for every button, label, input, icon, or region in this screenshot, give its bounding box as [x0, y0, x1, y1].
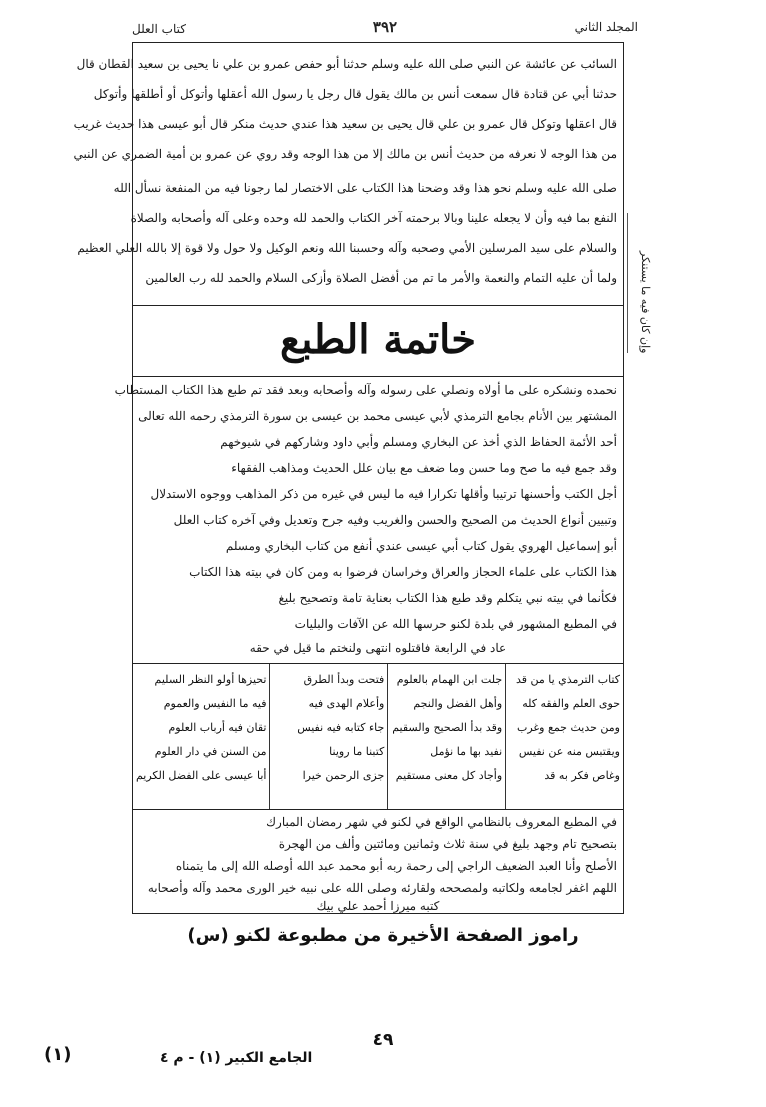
upper-line: قال اعقلها وتوكل قال عمرو بن علي قال يحيى بن سعيد هذا عندي حديث منكر قال أبو عيسى هذا حديث غريب — [73, 117, 617, 131]
poem-line: وغاص فكر به قد — [544, 769, 620, 782]
lower-line: الأصلح وأنا العبد الضعيف الراجي إلى رحمة ربه أبو محمد عبد الله أوصله الله إلى ما يتمناه — [175, 859, 617, 873]
book-label: كتاب العلل — [132, 22, 186, 36]
middle-line: أحد الأئمة الحفاظ الذي أخذ عن البخاري ومسلم وأبي داود وشاركهم في شيوخهم — [220, 435, 617, 449]
poem-line: فيه ما النفيس والعموم — [163, 697, 267, 710]
scan-header — [132, 18, 638, 40]
upper-line: والسلام على سيد المرسلين الأمي وصحبه وآله وحسبنا الله ونعم الوكيل ولا حول ولا قوة إلا بالله العلي العظيم — [77, 241, 617, 255]
text-frame — [73, 42, 652, 914]
poem-line: ومن حديث جمع وغرب — [516, 721, 620, 734]
poem-line: جلت ابن الهمام بالعلوم — [396, 673, 503, 686]
upper-line: ولما أن عليه التمام والنعمة والأمر ما تم من أفضل الصلاة وأزكى السلام والحمد لله رب العالمين — [145, 271, 617, 285]
middle-line: هذا الكتاب على علماء الحجاز والعراق وخراسان فرضوا به ومن كان في بيته هذا الكتاب — [189, 565, 617, 579]
poem-column — [133, 664, 269, 809]
middle-line: نحمده ونشكره على ما أولاه ونصلي على رسوله وآله وأصحابه وبعد فقد تم طبع هذا الكتاب المستطاب — [114, 383, 617, 397]
poem-line: وأعلام الهدى فيه — [308, 697, 385, 710]
footer-number: (١) — [44, 1044, 72, 1065]
middle-line: أبو إسماعيل الهروي يقول كتاب أبي عيسى عندي أنفع من كتاب البخاري ومسلم — [225, 539, 617, 553]
poem-column — [505, 664, 623, 809]
poem-line: أبا عيسى على الفضل الكريم — [135, 769, 267, 782]
middle-line: وتبيين أنواع الحديث من الصحيح والحسن والغريب وفيه جرح وتعديل وفي آخره كتاب العلل — [173, 513, 617, 527]
footer-signature: الجامع الكبير (١) - م ٤ — [160, 1050, 313, 1066]
poem-line: وقد بدأ الصحيح والسقيم — [392, 721, 503, 734]
poem-line: جزى الرحمن خيرا — [302, 769, 385, 782]
upper-line: السائب عن عائشة عن النبي صلى الله عليه وسلم حدثنا أبو حفص عمرو بن علي نا يحيى بن سعيد القطان قال — [76, 57, 617, 71]
lower-line: بتصحيح تام وجهد بليغ في سنة ثلاث وثمانين ومائتين وألف من الهجرة — [278, 837, 617, 851]
khatima-title: خاتمة الطبع — [279, 316, 476, 363]
poem-line: وأجاد كل معنى مستقيم — [395, 769, 503, 782]
middle-line: عاد في الرابعة فاقتلوه انتهى ولنختم ما قيل في حقه — [249, 641, 507, 655]
middle-text-block — [114, 377, 623, 662]
figure-caption: راموز الصفحة الأخيرة من مطبوعة لكنو (س) — [187, 925, 579, 946]
poem-line: ويقتبس منه عن نفيس — [518, 745, 620, 758]
upper-line: صلى الله عليه وسلم نحو هذا وقد وضحنا هذا الكتاب على الاختصار لما رجونا فيه من المنفعة نسأل الله — [113, 181, 617, 195]
middle-line: المشتهر بين الأنام بجامع الترمذي لأبي عيسى محمد بن عيسى بن سورة الترمذي رحمه الله تعالى — [138, 409, 617, 423]
margin-note: وإن كان فيه ما يستنكر — [627, 213, 652, 353]
middle-line: أجل الكتب وأحسنها ترتيبا وأقلها تكرارا فيه ما ليس في غيره من ذكر المذاهب ووجوه الاستدلال — [150, 487, 617, 501]
poem-column — [387, 664, 505, 809]
poem-line: تقان فيه أرباب العلوم — [168, 721, 267, 734]
volume-label: المجلد الثاني — [574, 20, 638, 34]
poem-line: فتحت وبدأ الطرق — [303, 673, 385, 686]
poem-line: من السنن في دار العلوم — [154, 745, 267, 758]
poem-line: نفيد بها ما نؤمل — [430, 745, 503, 758]
upper-line: من هذا الوجه لا نعرفه من حديث أنس بن مالك إلا من هذا الوجه وقد روي عن عمرو بن أمية الضمري عن النبي — [73, 147, 617, 161]
scan-page-number: ٣٩٢ — [372, 18, 398, 36]
lower-line: في المطبع المعروف بالنظامي الواقع في لكنو في شهر رمضان المبارك — [266, 815, 617, 829]
khatima-band — [133, 305, 623, 377]
upper-text-block — [73, 47, 623, 302]
manuscript-scan — [73, 18, 652, 918]
lower-text-block — [133, 809, 623, 913]
poem-line: جاء كتابه فيه نفيس — [297, 721, 385, 734]
middle-line: وقد جمع فيه ما صح وما حسن وما ضعف مع بيان علل الحديث ومذاهب الفقهاء — [231, 461, 617, 475]
poem-columns — [133, 663, 623, 810]
lower-line: كتبه ميرزا أحمد علي بيك — [316, 899, 440, 913]
upper-line: النفع بما فيه وأن لا يجعله علينا وبالا برحمته آخر الكتاب والحمد لله وحده وعلى آله وأصحابه والصلاة — [130, 211, 617, 225]
lower-line: اللهم اغفر لجامعه ولكاتبه ولمصححه ولقارئه وصلى الله على نبيه خير الورى محمد وآله وأصحابه — [147, 881, 617, 895]
poem-line: تحيزها أولو النظر السليم — [154, 673, 267, 686]
middle-line: فكأنما في بيته نبي يتكلم وقد طبع هذا الكتاب بعناية تامة وتصحيح بليغ — [278, 591, 617, 605]
upper-line: حدثنا أبي عن قتادة قال سمعت أنس بن مالك يقول قال رجل يا رسول الله أعقلها وأتوكل أو أطلقها وأتوكل — [93, 87, 617, 101]
poem-line: وأهل الفضل والنجم — [413, 697, 503, 710]
middle-line: في المطبع المشهور في بلدة لكنو حرسها الله عن الآفات والبليات — [294, 617, 617, 631]
page-number: ٤٩ — [372, 1030, 394, 1050]
poem-column — [269, 664, 387, 809]
poem-line: حوى العلم والفقه كله — [522, 697, 620, 710]
poem-line: كتبنا ما روينا — [329, 745, 385, 758]
poem-line: كتاب الترمذي يا من قد — [515, 673, 620, 686]
